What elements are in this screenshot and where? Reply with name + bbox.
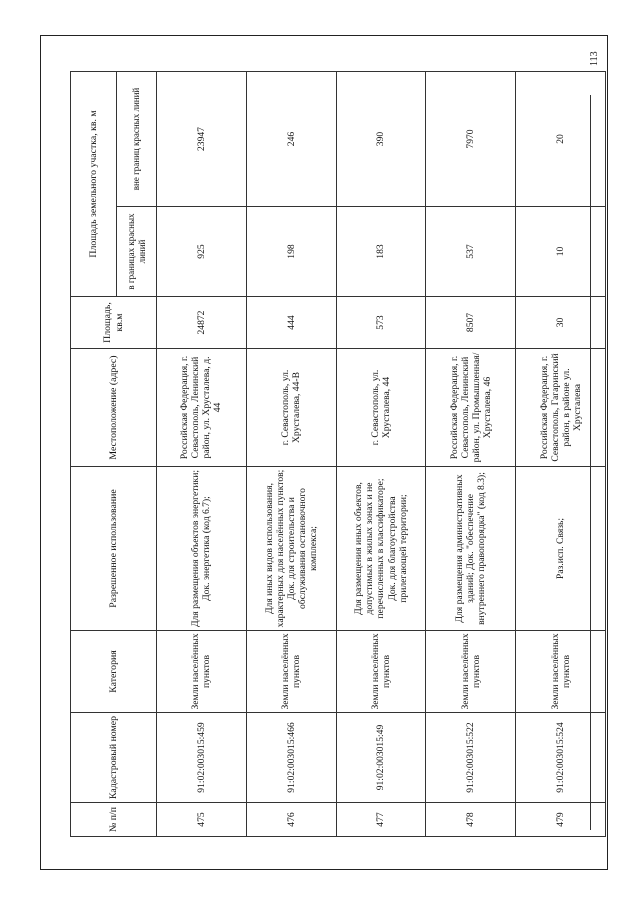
cell-within: 537 [426,207,516,297]
cell-usage: Раз.исп. Связь; [516,467,606,631]
cell-num: 476 [246,803,336,837]
cell-category: Земли населённых пунктов [157,631,247,713]
cell-cadastral: 91:02:003015:49 [336,713,426,803]
cell-location: Российская Федерация, г. Севастополь, Гагаринский район, в районе ул. Хрусталева [516,349,606,467]
table-wrapper [70,72,605,837]
header-cadastral: Кадастровый номер [71,713,157,803]
header-within-red-lines: в границах красных линий [117,207,157,297]
table-row [336,72,426,837]
header-usage: Разрешенное использование [71,467,157,631]
cell-outside: 7970 [426,72,516,207]
cell-within: 10 [516,207,606,297]
table-row [516,72,606,837]
header-category: Категория [71,631,157,713]
cell-num: 479 [516,803,606,837]
cell-location: г. Севастополь, ул. Хрусталева, 44-В [246,349,336,467]
cell-within: 925 [157,207,247,297]
table-row [246,72,336,837]
cell-cadastral: 91:02:003015:524 [516,713,606,803]
cell-usage: Для размещения иных объектов, допустимых в жилых зонах и не перечисленных в классификаторе; Док. для благоустройства прилегающей территории; [336,467,426,631]
cell-num: 475 [157,803,247,837]
table-row [157,72,247,837]
cell-category: Земли населённых пунктов [246,631,336,713]
cell-cadastral: 91:02:003015:459 [157,713,247,803]
cell-area: 30 [516,297,606,349]
cell-outside: 246 [246,72,336,207]
header-area: Площадь, кв.м [71,297,157,349]
cell-area: 8507 [426,297,516,349]
cell-area: 444 [246,297,336,349]
cell-num: 477 [336,803,426,837]
cell-outside: 20 [516,72,606,207]
cell-cadastral: 91:02:003015:466 [246,713,336,803]
cell-usage: Для размещения объектов энергетики; Док. энергетика (код 6.7); [157,467,247,631]
cell-category: Земли населённых пунктов [426,631,516,713]
cell-within: 183 [336,207,426,297]
cell-location: Российская Федерация, г. Севастополь, Ленинский район, ул. Промышленная/Хрусталева, 46 [426,349,516,467]
cell-usage: Для размещения административных зданий; Док. "обеспечение внутреннего правопорядка" (код 8.3); [426,467,516,631]
cell-num: 478 [426,803,516,837]
cell-outside: 390 [336,72,426,207]
rotated-table-area [70,72,605,837]
cell-category: Земли населённых пунктов [336,631,426,713]
header-outside-red-lines: вне границ красных линий [117,72,157,207]
page-number: 113 [589,51,600,66]
cell-location: Российская Федерация, г. Севастополь, Ленинский район, ул. Хрусталева, д. 44 [157,349,247,467]
table-row [426,72,516,837]
cell-area: 573 [336,297,426,349]
cell-outside: 23947 [157,72,247,207]
cell-within: 198 [246,207,336,297]
cell-category: Земли населённых пунктов [516,631,606,713]
header-num: № п/п [71,803,157,837]
header-location: Местоположение (адрес) [71,349,157,467]
header-land-area: Площадь земельного участка, кв. м [71,72,117,297]
land-plots-table [70,71,606,837]
cell-location: г. Севастополь, ул. Хрусталева, 44 [336,349,426,467]
cell-cadastral: 91:02:003015:522 [426,713,516,803]
cell-usage: Для иных видов использования, характерных для населённых пунктов; Док. для строительства и обслуживания остановочного комплекса; [246,467,336,631]
cell-area: 24872 [157,297,247,349]
